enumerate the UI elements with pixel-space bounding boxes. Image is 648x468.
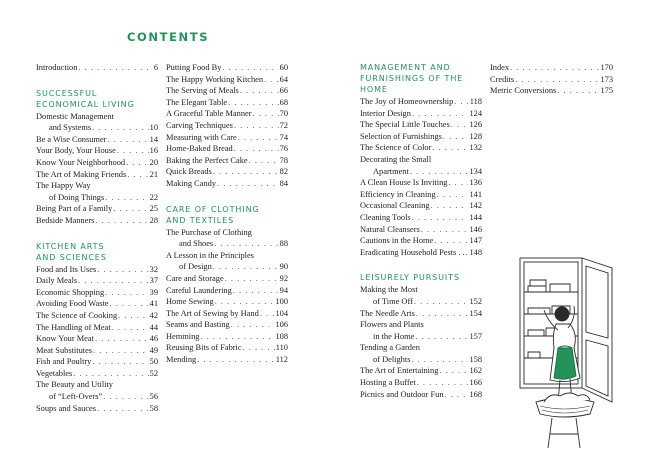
toc-entry[interactable]: Hemming . . . 108 xyxy=(166,331,288,343)
toc-entry[interactable]: Careful Laundering . . . 94 xyxy=(166,285,288,297)
toc-entry[interactable]: Be a Wise Consumer . . . 14 xyxy=(36,134,158,146)
woman-at-linen-cupboard-illustration xyxy=(500,252,628,452)
toc-entry[interactable]: Selection of Furnishings . . . 128 xyxy=(360,131,482,143)
entry-page: 6 xyxy=(153,63,158,72)
section-heading-kitchen-arts: KITCHEN ARTS AND SCIENCES xyxy=(36,241,107,262)
entry-title[interactable]: Flowers and Plants xyxy=(360,320,424,330)
toc-entry[interactable]: The Needle Arts . . . 154 xyxy=(360,308,482,320)
toc-entry[interactable]: of Design . . . 90 xyxy=(166,261,288,273)
entry-title[interactable]: Making the Most xyxy=(360,285,418,295)
toc-entry[interactable]: of Time Off . . . 152 xyxy=(360,296,482,308)
toc-entry[interactable]: The Elegant Table . . . 68 xyxy=(166,97,288,109)
toc-entry[interactable]: Know Your Meat . . . 46 xyxy=(36,333,158,345)
dot-leader xyxy=(78,62,152,74)
toc-entry[interactable]: Mending . . . 112 xyxy=(166,354,288,366)
toc-entry[interactable]: The Happy Working Kitchen . . . 64 xyxy=(166,74,288,86)
toc-entry[interactable]: and Shoes . . . 88 xyxy=(166,238,288,250)
toc-entry[interactable]: The Science of Cooking . . . 42 xyxy=(36,310,158,322)
toc-entry[interactable]: Metric Conversions . . . 175 xyxy=(490,85,613,97)
entry-title[interactable]: Domestic Management xyxy=(36,111,114,121)
toc-entry[interactable]: The Art of Making Friends . . . 21 xyxy=(36,169,158,181)
toc-entry[interactable]: of “Left-Overs” . . . 56 xyxy=(36,391,158,403)
toc-entry[interactable]: The Art of Entertaining . . . 162 xyxy=(360,365,482,377)
toc-entry[interactable]: Making Candy . . . 84 xyxy=(166,178,288,190)
toc-entry[interactable] xyxy=(36,62,158,74)
toc-column-3 xyxy=(360,62,482,400)
toc-entry[interactable]: Your Body, Your House . . . 16 xyxy=(36,145,158,157)
toc-entry[interactable]: Natural Cleansers . . . 146 xyxy=(360,224,482,236)
toc-entry[interactable]: A Clean House Is Inviting . . . 136 xyxy=(360,177,482,189)
toc-entry[interactable]: Credits . . . 173 xyxy=(490,74,613,86)
toc-entry[interactable]: A Graceful Table Manner . . . 70 xyxy=(166,108,288,120)
toc-entry[interactable]: Food and Its Uses . . . 32 xyxy=(36,264,158,276)
toc-entry[interactable]: in the Home . . . 157 xyxy=(360,331,482,343)
entry-title: Introduction xyxy=(36,63,78,72)
toc-entry[interactable]: Avoiding Food Waste . . . 41 xyxy=(36,298,158,310)
entry-title[interactable]: The Purchase of Clothing xyxy=(166,227,252,237)
toc-entry[interactable]: The Science of Color . . . 132 xyxy=(360,142,482,154)
toc-entry[interactable]: of Delights . . . 158 xyxy=(360,354,482,366)
toc-entry[interactable]: Picnics and Outdoor Fun . . . 168 xyxy=(360,389,482,401)
toc-column-1 xyxy=(36,62,158,414)
toc-entry[interactable]: Being Part of a Family . . . 25 xyxy=(36,203,158,215)
toc-entry[interactable]: Hosting a Buffet . . . 166 xyxy=(360,377,482,389)
toc-entry[interactable]: Home Sewing . . . 100 xyxy=(166,296,288,308)
entry-title[interactable]: A Lesson in the Principles xyxy=(166,250,254,260)
toc-entry[interactable]: Measuring with Care . . . 74 xyxy=(166,132,288,144)
toc-entry[interactable]: The Serving of Meals . . . 66 xyxy=(166,85,288,97)
toc-column-4 xyxy=(490,62,613,97)
entry-title[interactable]: The Beauty and Utility xyxy=(36,380,113,390)
entry-title[interactable]: Decorating the Small xyxy=(360,154,432,164)
toc-entry[interactable]: Know Your Neighborhood . . . 20 xyxy=(36,157,158,169)
toc-entry[interactable]: Baking the Perfect Cake . . . 78 xyxy=(166,155,288,167)
toc-entry[interactable]: The Joy of Homeownership . . . 118 xyxy=(360,96,482,108)
toc-entry[interactable]: Soups and Sauces . . . 58 xyxy=(36,403,158,415)
toc-entry[interactable]: Seams and Basting . . . 106 xyxy=(166,319,288,331)
toc-entry[interactable]: Reusing Bits of Fabric . . . 110 xyxy=(166,342,288,354)
toc-entry[interactable]: Occasional Cleaning . . . 142 xyxy=(360,200,482,212)
toc-entry[interactable]: Bedside Manners . . . 28 xyxy=(36,215,158,227)
toc-entry[interactable]: The Art of Sewing by Hand . . . 104 xyxy=(166,308,288,320)
toc-entry[interactable]: and Systems . . . 10 xyxy=(36,122,158,134)
toc-entry[interactable]: Cautions in the Home . . . 147 xyxy=(360,235,482,247)
section-heading-leisurely-pursuits: LEISURELY PURSUITS xyxy=(360,273,460,283)
toc-entry[interactable]: Putting Food By . . . 60 xyxy=(166,62,288,74)
toc-entry[interactable]: Daily Meals . . . 37 xyxy=(36,275,158,287)
toc-entry[interactable]: Fish and Poultry . . . 50 xyxy=(36,356,158,368)
toc-entry[interactable]: Efficiency in Cleaning . . . 141 xyxy=(360,189,482,201)
toc-entry[interactable]: Interior Design . . . 124 xyxy=(360,108,482,120)
toc-entry[interactable]: of Doing Things . . . 22 xyxy=(36,192,158,204)
section-heading-clothing-textiles: CARE OF CLOTHING AND TEXTILES xyxy=(166,204,260,225)
toc-entry[interactable]: Carving Techniques . . . 72 xyxy=(166,120,288,132)
toc-entry[interactable]: Eradicating Household Pests . . . . . 148 xyxy=(360,247,482,259)
entry-title[interactable]: The Happy Way xyxy=(36,181,91,191)
entry-title[interactable]: Tending a Garden xyxy=(360,343,420,353)
toc-entry[interactable]: Quick Breads . . . 82 xyxy=(166,166,288,178)
section-heading-economical-living: SUCCESSFUL ECONOMICAL LIVING xyxy=(36,88,135,109)
toc-entry[interactable]: Vegetables . . . 52 xyxy=(36,368,158,380)
toc-entry[interactable]: Economic Shopping . . . 39 xyxy=(36,287,158,299)
toc-entry[interactable]: The Special Little Touches . . . 126 xyxy=(360,119,482,131)
toc-entry[interactable]: The Handling of Meat . . . 44 xyxy=(36,322,158,334)
toc-entry[interactable]: Index . . . 170 xyxy=(490,62,613,74)
toc-entry[interactable]: Meat Substitutes . . . 49 xyxy=(36,345,158,357)
page-title: CONTENTS xyxy=(127,30,210,44)
toc-entry[interactable]: Home-Baked Bread . . . 76 xyxy=(166,143,288,155)
toc-entry[interactable]: Care and Storage . . . 92 xyxy=(166,273,288,285)
toc-entry[interactable]: Cleaning Tools . . . 144 xyxy=(360,212,482,224)
toc-entry[interactable]: Apartment . . . 134 xyxy=(360,166,482,178)
section-heading-management-furnishings: MANAGEMENT AND FURNISHINGS OF THE HOME xyxy=(360,63,464,94)
toc-column-2 xyxy=(166,62,288,366)
